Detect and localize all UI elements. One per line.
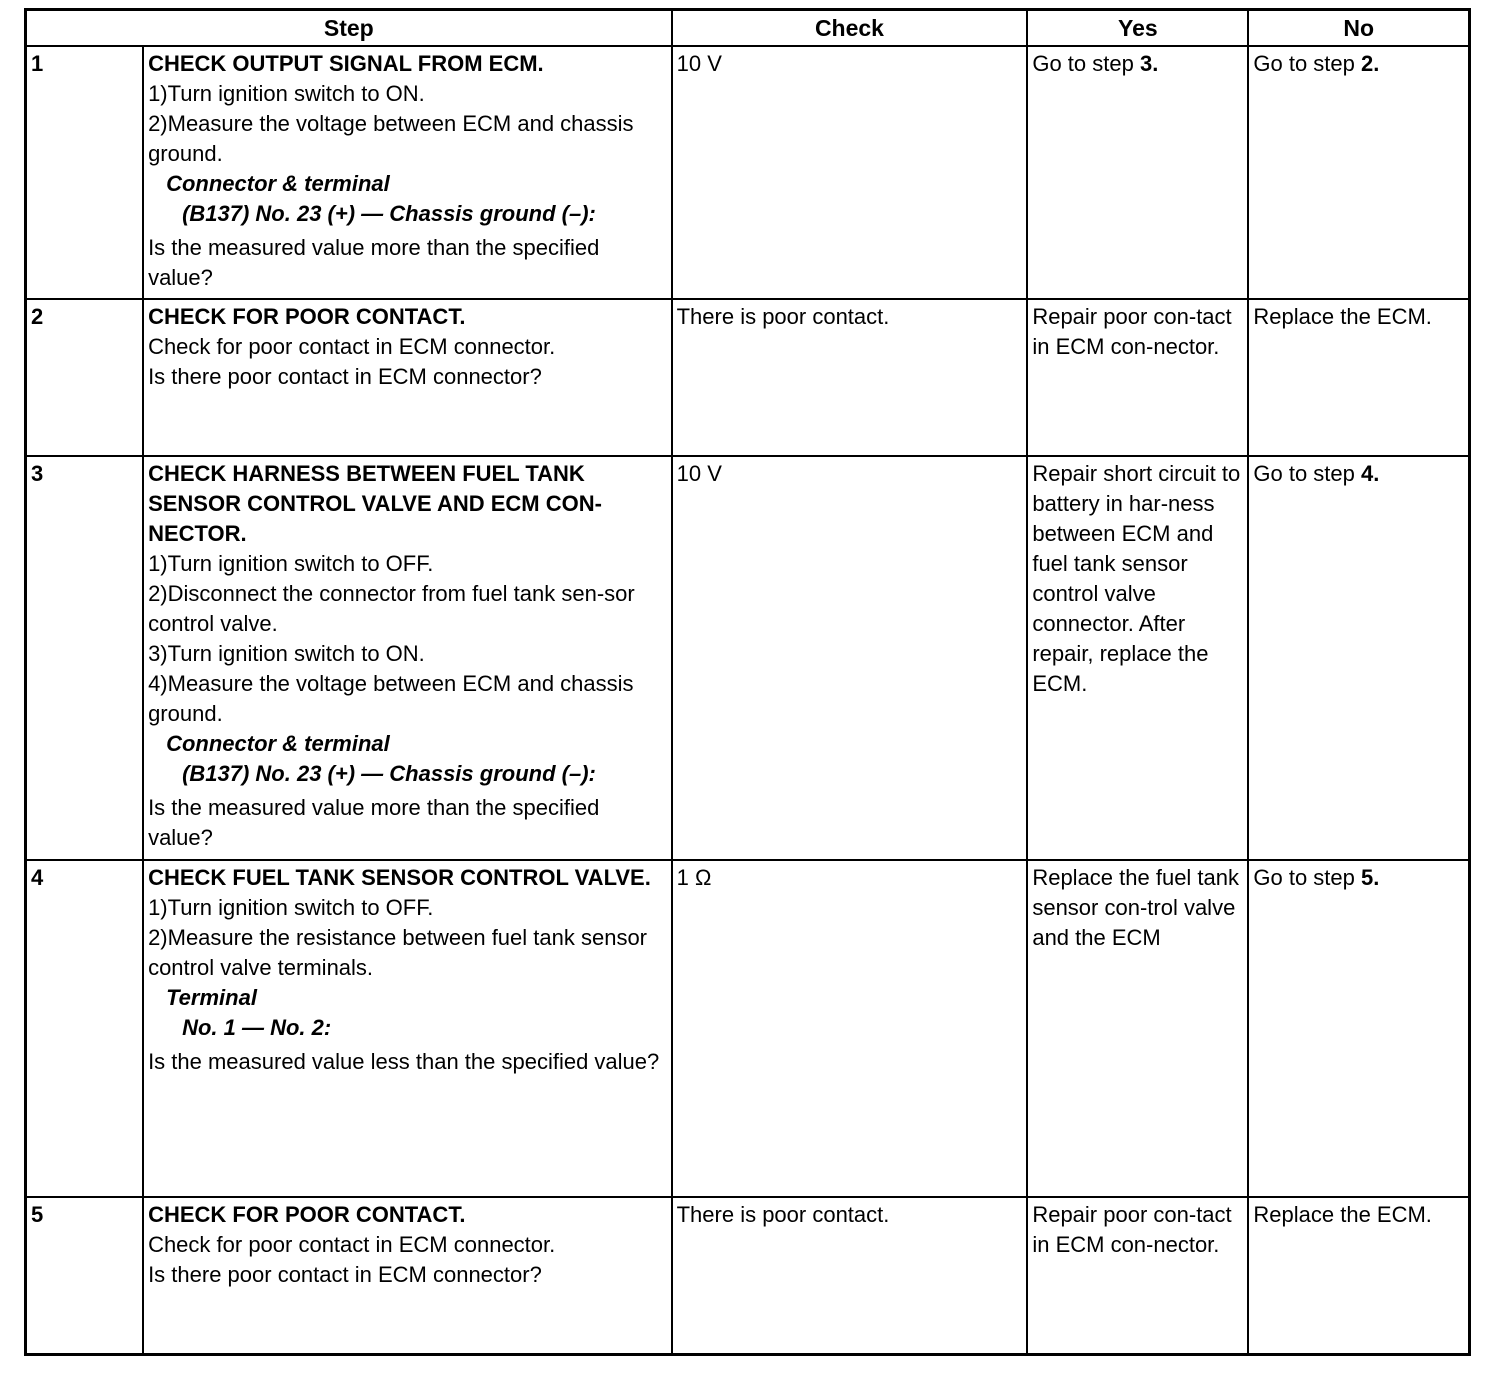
yes-step-ref: 3. <box>1139 51 1159 76</box>
step-line: 3)Turn ignition switch to ON. <box>148 641 425 666</box>
no-text: Go to step <box>1253 51 1362 76</box>
no-text: Go to step <box>1253 865 1362 890</box>
yes-text: Repair poor con-tact in ECM con-nector. <box>1027 1197 1248 1354</box>
step-question: Is the measured value more than the specified value? <box>148 795 600 850</box>
no-cell <box>1248 456 1469 860</box>
yes-text: Replace the fuel tank sensor con-trol valve and the ECM <box>1027 860 1248 1197</box>
step-line: 2)Measure the voltage between ECM and chassis ground. <box>148 111 634 166</box>
header-step: Step <box>26 10 672 47</box>
step-line: 4)Measure the voltage between ECM and chassis ground. <box>148 671 634 726</box>
header-yes: Yes <box>1027 10 1248 47</box>
connector-value: (B137) No. 23 (+) — Chassis ground (–): <box>182 201 596 226</box>
header-row <box>26 10 1470 47</box>
step-title: CHECK FOR POOR CONTACT. <box>148 1202 466 1227</box>
no-cell <box>1248 860 1469 1197</box>
step-line: Is there poor contact in ECM connector? <box>148 364 542 389</box>
connector-value: (B137) No. 23 (+) — Chassis ground (–): <box>182 761 596 786</box>
diagnostic-procedure-table <box>24 8 1471 1356</box>
no-text: Replace the ECM. <box>1248 299 1469 456</box>
yes-text: Go to step <box>1032 51 1140 76</box>
yes-text: Repair poor con-tact in ECM con-nector. <box>1027 299 1248 456</box>
step-line: 2)Disconnect the connector from fuel tank sen-sor control valve. <box>148 581 635 636</box>
step-question: Is the measured value less than the specified value? <box>148 1049 660 1074</box>
check-value: 10 V <box>672 456 1028 860</box>
terminal-label: Terminal <box>166 985 257 1010</box>
check-value: 1 Ω <box>672 860 1028 1197</box>
table-row <box>26 299 1470 456</box>
step-number: 3 <box>26 456 144 860</box>
no-step-ref: 5. <box>1361 865 1380 890</box>
step-title: CHECK HARNESS BETWEEN FUEL TANK SENSOR CONTROL VALVE AND ECM CON-NECTOR. <box>148 461 602 546</box>
step-cell <box>143 860 672 1197</box>
check-value: 10 V <box>672 46 1028 299</box>
table-row <box>26 456 1470 860</box>
step-cell <box>143 46 672 299</box>
step-title: CHECK OUTPUT SIGNAL FROM ECM. <box>148 51 544 76</box>
step-title: CHECK FOR POOR CONTACT. <box>148 304 466 329</box>
connector-label: Connector & terminal <box>166 171 390 196</box>
step-question: Is the measured value more than the specified value? <box>148 235 600 290</box>
table-row <box>26 860 1470 1197</box>
step-cell <box>143 299 672 456</box>
step-line: Is there poor contact in ECM connector? <box>148 1262 542 1287</box>
terminal-value: No. 1 — No. 2: <box>182 1015 332 1040</box>
check-value: There is poor contact. <box>672 1197 1028 1354</box>
step-line: 1)Turn ignition switch to OFF. <box>148 895 434 920</box>
step-number: 5 <box>26 1197 144 1354</box>
no-text: Go to step <box>1253 461 1362 486</box>
step-title: CHECK FUEL TANK SENSOR CONTROL VALVE. <box>148 865 651 890</box>
header-no: No <box>1248 10 1469 47</box>
no-step-ref: 4. <box>1361 461 1380 486</box>
no-cell <box>1248 46 1469 299</box>
header-check: Check <box>672 10 1028 47</box>
no-step-ref: 2. <box>1361 51 1380 76</box>
step-line: 1)Turn ignition switch to ON. <box>148 81 425 106</box>
yes-cell <box>1027 46 1248 299</box>
step-line: 2)Measure the resistance between fuel tank sensor control valve terminals. <box>148 925 648 980</box>
step-number: 4 <box>26 860 144 1197</box>
table-row <box>26 46 1470 299</box>
no-text: Replace the ECM. <box>1248 1197 1469 1354</box>
step-line: 1)Turn ignition switch to OFF. <box>148 551 434 576</box>
step-line: Check for poor contact in ECM connector. <box>148 334 556 359</box>
step-cell <box>143 1197 672 1354</box>
yes-text: Repair short circuit to battery in har-ness between ECM and fuel tank sensor control valve connector. After repair, replace the ECM. <box>1027 456 1248 860</box>
check-value: There is poor contact. <box>672 299 1028 456</box>
step-number: 2 <box>26 299 144 456</box>
table-row <box>26 1197 1470 1354</box>
step-cell <box>143 456 672 860</box>
connector-label: Connector & terminal <box>166 731 390 756</box>
step-number: 1 <box>26 46 144 299</box>
step-line: Check for poor contact in ECM connector. <box>148 1232 556 1257</box>
